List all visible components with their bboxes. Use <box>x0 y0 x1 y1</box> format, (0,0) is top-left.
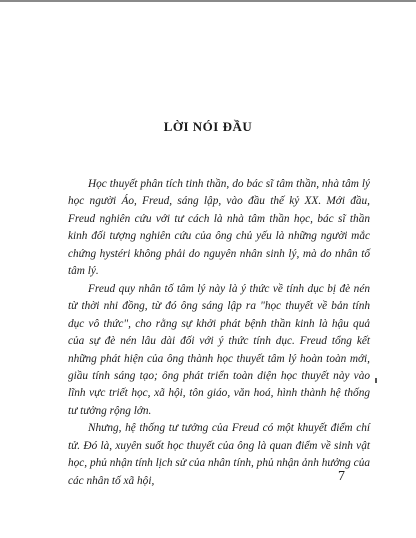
body-text <box>68 176 370 490</box>
page-number: 7 <box>338 469 345 484</box>
top-border-line <box>0 0 416 2</box>
paragraph-3: Nhưng, hệ thống tư tưởng của Freud có một khuyết điểm chí tử. Đó là, xuyên suốt học thuyết của ông là quan điểm về sinh vật học, phủ nhận tính lịch sử của nhân tính, phủ nhận ảnh hưởng của các nhân tố xã hội, <box>68 422 370 487</box>
paragraph-2: Freud quy nhân tố tâm lý này là ý thức về tính dục bị đè nén từ thời nhi đồng, từ đó ông sáng lập ra "học thuyết về bản tính dục vô thức", cho rằng sự khởi phát bệnh thần kinh là hậu quả của sự đè nén lâu dài đối với ý thức tính dục. Freud tổng kết những phát hiện của ông thành học thuyết tâm lý hoàn toàn mới, giầu tính sáng tạo; ông phát triển toàn diện học thuyết này vào lĩnh vực triết học, xã hội, tôn giáo, văn hoá, hình thành hệ thống tư tưởng rộng lớn. <box>68 282 370 417</box>
margin-mark <box>375 378 377 383</box>
paragraph-1: Học thuyết phân tích tinh thần, do bác sĩ tâm thần, nhà tâm lý học người Áo, Freud, sáng lập, vào đầu thế kỷ XX. Mới đầu, Freud nghiên cứu với tư cách là nhà tâm thần học, bác sĩ thần kinh đối tượng nghiên cứu của ông chủ yếu là những người mắc chứng hystéri không phải do nguyên nhân sinh lý, mà do nhân tố tâm lý. <box>68 178 370 278</box>
page-title: LỜI NÓI ĐẦU <box>163 119 253 134</box>
